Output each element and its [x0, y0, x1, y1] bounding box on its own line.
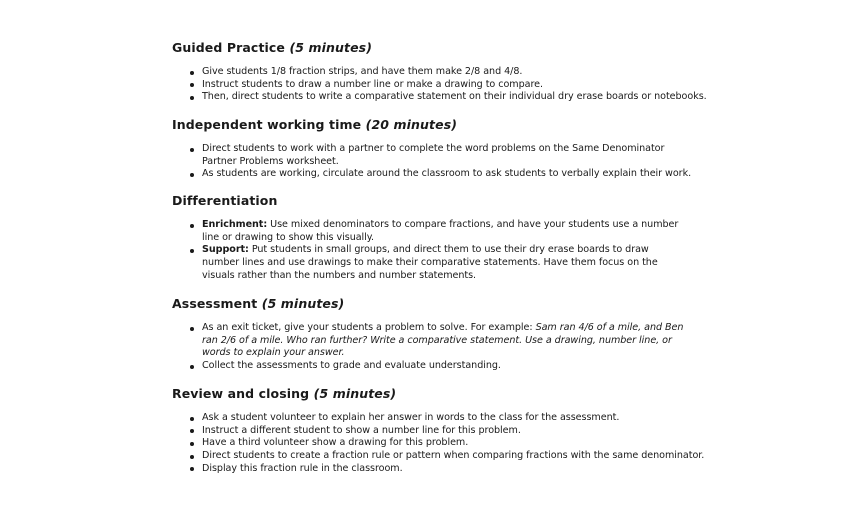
bullet-list: [172, 219, 772, 283]
section-heading: [172, 385, 772, 403]
bullet-list: [172, 322, 772, 373]
section-independent-working-time: [172, 116, 772, 181]
item-example: Sam ran 4/6 of a mile, and Ben ran 2/6 of a mile. Who ran further? Write a comparative statement. Use a drawing, number line, or words to explain your answer.: [202, 322, 684, 359]
list-item: [172, 219, 772, 244]
heading-text: Review and closing: [172, 386, 310, 401]
heading-text: Independent working time: [172, 117, 362, 132]
heading-time: (5 minutes): [313, 386, 397, 401]
list-item: Display this fraction rule in the classroom.: [172, 463, 772, 476]
section-review-and-closing: [172, 385, 772, 476]
list-item: Instruct students to draw a number line or make a drawing to compare.: [172, 79, 772, 92]
list-item: Then, direct students to write a comparative statement on their individual dry erase boards or notebooks.: [172, 91, 772, 104]
list-item: [172, 244, 772, 282]
list-item: Direct students to create a fraction rule or pattern when comparing fractions with the same denominator.: [172, 450, 772, 463]
section-differentiation: [172, 192, 772, 283]
list-item: Collect the assessments to grade and evaluate understanding.: [172, 360, 772, 373]
heading-text: Differentiation: [172, 193, 278, 208]
list-item: Ask a student volunteer to explain her answer in words to the class for the assessment.: [172, 412, 772, 425]
item-label: Enrichment:: [202, 219, 268, 230]
list-item: Instruct a different student to show a number line for this problem.: [172, 425, 772, 438]
heading-text: Guided Practice: [172, 40, 285, 55]
heading-time: (5 minutes): [289, 40, 373, 55]
heading-time: (5 minutes): [261, 296, 345, 311]
bullet-list: [172, 143, 772, 181]
section-heading: [172, 116, 772, 134]
list-item: As students are working, circulate around the classroom to ask students to verbally explain their work.: [172, 168, 772, 181]
list-item: Have a third volunteer show a drawing for this problem.: [172, 437, 772, 450]
bullet-list: [172, 66, 772, 104]
heading-text: Assessment: [172, 296, 258, 311]
item-text: Put students in small groups, and direct them to use their dry erase boards to draw number lines and use drawings to make their comparative statements. Have them focus on the visuals rather than the numbers and number statements.: [202, 244, 658, 281]
item-text: As an exit ticket, give your students a problem to solve. For example:: [202, 322, 536, 333]
item-label: Support:: [202, 244, 249, 256]
section-assessment: [172, 295, 772, 373]
item-text: Use mixed denominators to compare fractions, and have your students use a number line or drawing to show this visually.: [202, 219, 679, 243]
section-heading: [172, 295, 772, 313]
section-guided-practice: [172, 39, 772, 104]
section-heading: [172, 39, 772, 57]
list-item: Direct students to work with a partner to complete the word problems on the Same Denominator Partner Problems worksheet.: [172, 143, 772, 168]
section-heading: [172, 192, 772, 210]
heading-time: (20 minutes): [365, 117, 458, 132]
bullet-list: [172, 412, 772, 476]
list-item: Give students 1/8 fraction strips, and have them make 2/8 and 4/8.: [172, 66, 772, 79]
list-item: [172, 322, 772, 360]
